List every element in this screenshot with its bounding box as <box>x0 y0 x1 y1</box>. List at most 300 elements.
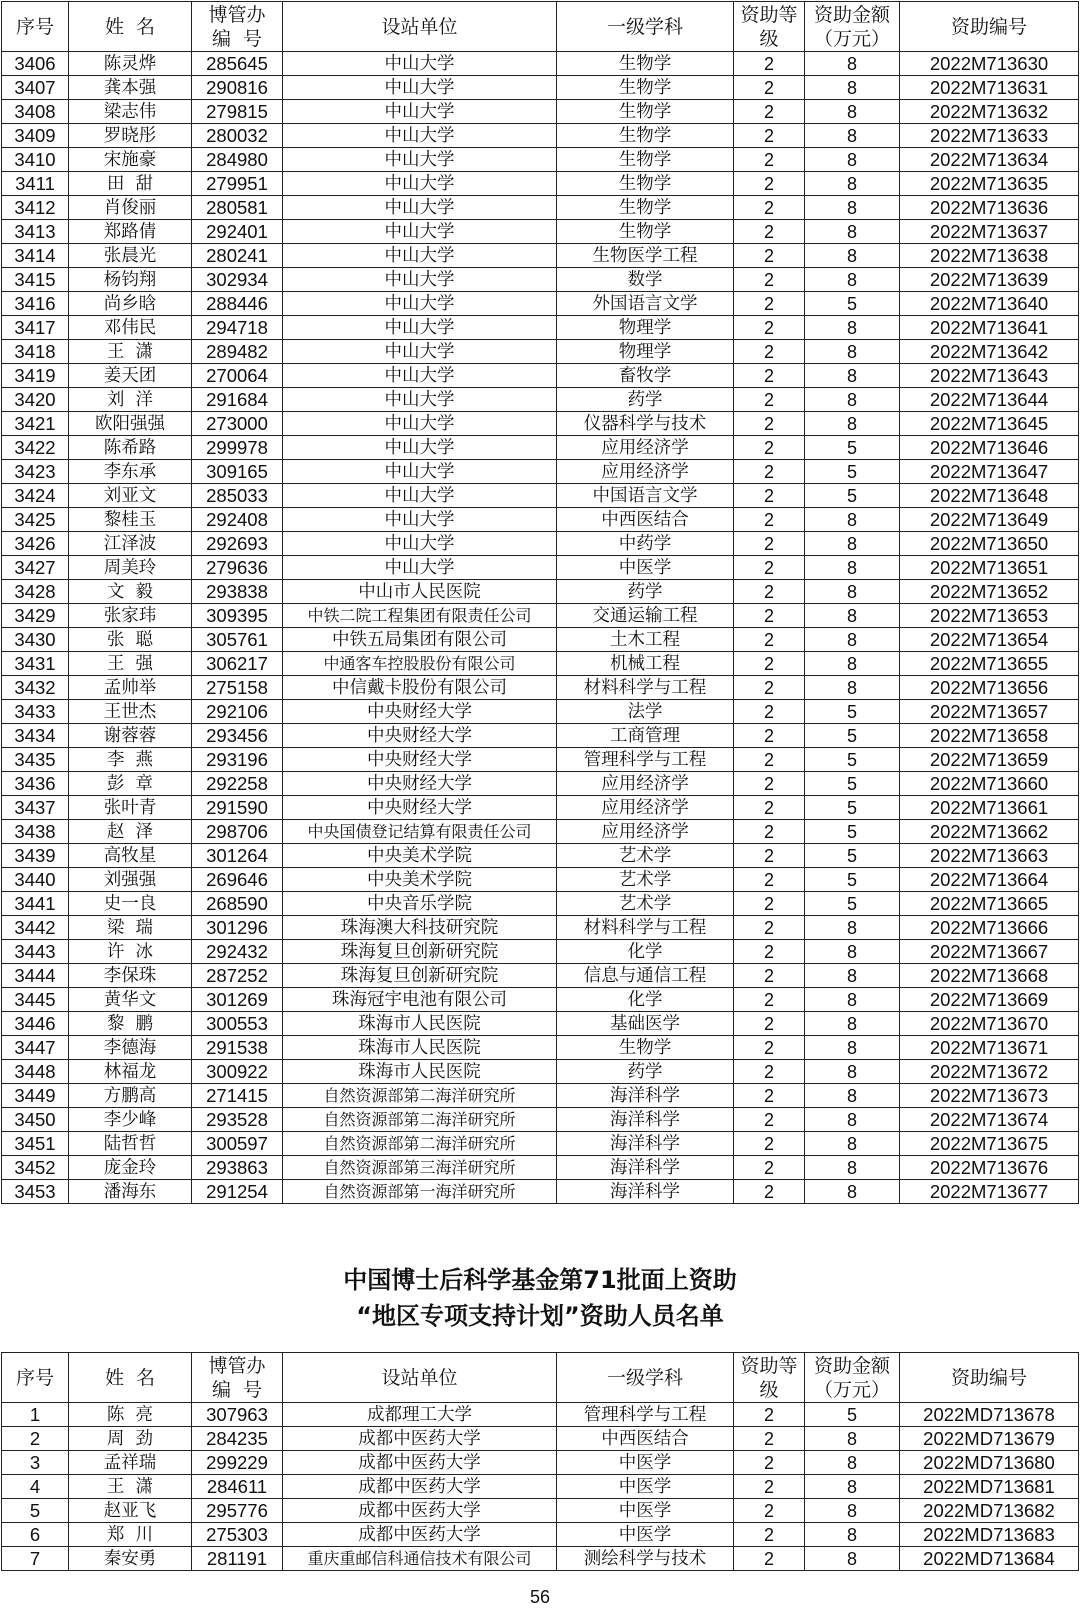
unit-cell: 自然资源部第三海洋研究所 <box>283 1156 557 1180</box>
seq-cell: 3441 <box>2 892 69 916</box>
pid-cell: 300922 <box>192 1060 283 1084</box>
grade-cell: 2 <box>734 268 805 292</box>
seq-cell: 3410 <box>2 148 69 172</box>
amount-cell: 5 <box>805 724 900 748</box>
subject-cell: 应用经济学 <box>557 796 734 820</box>
code-cell: 2022M713650 <box>900 532 1079 556</box>
unit-cell: 中信戴卡股份有限公司 <box>283 676 557 700</box>
amount-cell: 8 <box>805 100 900 124</box>
table-row <box>2 412 1079 436</box>
seq-cell: 3431 <box>2 652 69 676</box>
name-cell: 王世杰 <box>69 700 192 724</box>
pid-cell: 292432 <box>192 940 283 964</box>
amount-cell: 5 <box>805 436 900 460</box>
seq-cell: 3420 <box>2 388 69 412</box>
unit-cell: 中山大学 <box>283 220 557 244</box>
unit-cell: 中山大学 <box>283 460 557 484</box>
name-cell: 宋施豪 <box>69 148 192 172</box>
name-cell: 赵亚飞 <box>69 1499 192 1523</box>
code-cell: 2022M713663 <box>900 844 1079 868</box>
pid-cell: 288446 <box>192 292 283 316</box>
seq-cell: 3449 <box>2 1084 69 1108</box>
code-cell: 2022M713666 <box>900 916 1079 940</box>
subject-cell: 管理科学与工程 <box>557 1403 734 1427</box>
grade-cell: 2 <box>734 292 805 316</box>
subject-cell: 海洋科学 <box>557 1108 734 1132</box>
subject-cell: 中医学 <box>557 1451 734 1475</box>
section-title-line2: “地区专项支持计划”资助人员名单 <box>356 1302 724 1330</box>
name-cell: 林福龙 <box>69 1060 192 1084</box>
name-cell: 郑 川 <box>69 1523 192 1547</box>
unit-cell: 中山大学 <box>283 172 557 196</box>
table-row <box>2 364 1079 388</box>
name-cell: 王 潇 <box>69 340 192 364</box>
grade-cell: 2 <box>734 436 805 460</box>
seq-cell: 3408 <box>2 100 69 124</box>
name-cell: 张叶青 <box>69 796 192 820</box>
seq-cell: 3424 <box>2 484 69 508</box>
subject-cell: 外国语言文学 <box>557 292 734 316</box>
table-row <box>2 436 1079 460</box>
amount-cell: 8 <box>805 1012 900 1036</box>
unit-cell: 中山大学 <box>283 52 557 76</box>
subject-cell: 海洋科学 <box>557 1132 734 1156</box>
seq-cell: 3425 <box>2 508 69 532</box>
grade-cell: 2 <box>734 580 805 604</box>
subject-cell: 数学 <box>557 268 734 292</box>
name-cell: 高牧星 <box>69 844 192 868</box>
pid-cell: 279815 <box>192 100 283 124</box>
amount-cell: 8 <box>805 1036 900 1060</box>
code-cell: 2022M713676 <box>900 1156 1079 1180</box>
unit-cell: 中央财经大学 <box>283 748 557 772</box>
amount-cell: 5 <box>805 868 900 892</box>
grade-cell: 2 <box>734 796 805 820</box>
grade-cell: 2 <box>734 988 805 1012</box>
seq-cell: 3437 <box>2 796 69 820</box>
pid-cell: 275158 <box>192 676 283 700</box>
amount-cell: 8 <box>805 964 900 988</box>
grade-cell: 2 <box>734 700 805 724</box>
grade-cell: 2 <box>734 196 805 220</box>
seq-cell: 3427 <box>2 556 69 580</box>
name-cell: 姜天团 <box>69 364 192 388</box>
pid-cell: 287252 <box>192 964 283 988</box>
pid-cell: 309395 <box>192 604 283 628</box>
table-row <box>2 340 1079 364</box>
grade-cell: 2 <box>734 220 805 244</box>
code-cell: 2022M713637 <box>900 220 1079 244</box>
unit-cell: 中央财经大学 <box>283 724 557 748</box>
amount-cell: 8 <box>805 148 900 172</box>
pid-cell: 291254 <box>192 1180 283 1204</box>
code-cell: 2022M713639 <box>900 268 1079 292</box>
amount-cell: 8 <box>805 196 900 220</box>
code-cell: 2022M713655 <box>900 652 1079 676</box>
amount-cell: 5 <box>805 748 900 772</box>
grade-cell: 2 <box>734 748 805 772</box>
name-cell: 尚乡晗 <box>69 292 192 316</box>
subject-cell: 交通运输工程 <box>557 604 734 628</box>
table-row <box>2 676 1079 700</box>
seq-cell: 3411 <box>2 172 69 196</box>
amount-cell: 8 <box>805 508 900 532</box>
header-name: 姓 名 <box>69 2 192 52</box>
pid-cell: 275303 <box>192 1523 283 1547</box>
name-cell: 许 冰 <box>69 940 192 964</box>
subject-cell: 生物学 <box>557 124 734 148</box>
pid-cell: 279951 <box>192 172 283 196</box>
unit-cell: 中山大学 <box>283 244 557 268</box>
code-cell: 2022M713653 <box>900 604 1079 628</box>
table-row <box>2 1403 1079 1427</box>
unit-cell: 中央国债登记结算有限责任公司 <box>283 820 557 844</box>
name-cell: 肖俊丽 <box>69 196 192 220</box>
grade-cell: 2 <box>734 1451 805 1475</box>
name-cell: 张晨光 <box>69 244 192 268</box>
unit-cell: 成都中医药大学 <box>283 1427 557 1451</box>
amount-cell: 5 <box>805 484 900 508</box>
amount-cell: 5 <box>805 772 900 796</box>
code-cell: 2022M713649 <box>900 508 1079 532</box>
unit-cell: 自然资源部第二海洋研究所 <box>283 1108 557 1132</box>
table-row <box>2 1012 1079 1036</box>
seq-cell: 7 <box>2 1547 69 1571</box>
name-cell: 田 甜 <box>69 172 192 196</box>
table-header-row <box>2 2 1079 52</box>
grade-cell: 2 <box>734 916 805 940</box>
name-cell: 欧阳强强 <box>69 412 192 436</box>
subject-cell: 中西医结合 <box>557 1427 734 1451</box>
subject-cell: 艺术学 <box>557 892 734 916</box>
table-row <box>2 220 1079 244</box>
code-cell: 2022M713665 <box>900 892 1079 916</box>
grade-cell: 2 <box>734 844 805 868</box>
seq-cell: 3450 <box>2 1108 69 1132</box>
subject-cell: 中药学 <box>557 532 734 556</box>
grade-cell: 2 <box>734 100 805 124</box>
amount-cell: 8 <box>805 1499 900 1523</box>
seq-cell: 3432 <box>2 676 69 700</box>
table-row <box>2 508 1079 532</box>
table-row <box>2 244 1079 268</box>
unit-cell: 成都中医药大学 <box>283 1523 557 1547</box>
code-cell: 2022M713642 <box>900 340 1079 364</box>
pid-cell: 300553 <box>192 1012 283 1036</box>
pid-cell: 295776 <box>192 1499 283 1523</box>
pid-cell: 293456 <box>192 724 283 748</box>
grade-cell: 2 <box>734 1523 805 1547</box>
name-cell: 秦安勇 <box>69 1547 192 1571</box>
seq-cell: 3407 <box>2 76 69 100</box>
unit-cell: 中通客车控股股份有限公司 <box>283 652 557 676</box>
pid-cell: 302934 <box>192 268 283 292</box>
name-cell: 李少峰 <box>69 1108 192 1132</box>
seq-cell: 3421 <box>2 412 69 436</box>
pid-cell: 284235 <box>192 1427 283 1451</box>
pid-cell: 280581 <box>192 196 283 220</box>
table-row <box>2 772 1079 796</box>
header-pid: 博管办 编 号 <box>192 2 283 52</box>
seq-cell: 3443 <box>2 940 69 964</box>
unit-cell: 珠海复旦创新研究院 <box>283 964 557 988</box>
seq-cell: 2 <box>2 1427 69 1451</box>
grade-cell: 2 <box>734 940 805 964</box>
unit-cell: 中山大学 <box>283 124 557 148</box>
header-amount: 资助金额 （万元） <box>805 2 900 52</box>
unit-cell: 中央财经大学 <box>283 700 557 724</box>
pid-cell: 293838 <box>192 580 283 604</box>
grade-cell: 2 <box>734 388 805 412</box>
name-cell: 刘 洋 <box>69 388 192 412</box>
subject-cell: 物理学 <box>557 340 734 364</box>
subject-cell: 艺术学 <box>557 844 734 868</box>
name-cell: 谢蓉蓉 <box>69 724 192 748</box>
table-row <box>2 484 1079 508</box>
code-cell: 2022M713671 <box>900 1036 1079 1060</box>
code-cell: 2022MD713681 <box>900 1475 1079 1499</box>
subject-cell: 生物学 <box>557 52 734 76</box>
table-row <box>2 604 1079 628</box>
pid-cell: 298706 <box>192 820 283 844</box>
amount-cell: 8 <box>805 532 900 556</box>
section-title-line1: 中国博士后科学基金第71批面上资助 <box>343 1266 737 1294</box>
amount-cell: 8 <box>805 1060 900 1084</box>
pid-cell: 301296 <box>192 916 283 940</box>
subject-cell: 测绘科学与技术 <box>557 1547 734 1571</box>
amount-cell: 8 <box>805 268 900 292</box>
amount-cell: 8 <box>805 388 900 412</box>
amount-cell: 8 <box>805 124 900 148</box>
code-cell: 2022M713633 <box>900 124 1079 148</box>
unit-cell: 中山大学 <box>283 556 557 580</box>
grade-cell: 2 <box>734 628 805 652</box>
seq-cell: 3422 <box>2 436 69 460</box>
name-cell: 刘亚文 <box>69 484 192 508</box>
seq-cell: 3414 <box>2 244 69 268</box>
unit-cell: 中山大学 <box>283 436 557 460</box>
table-row <box>2 124 1079 148</box>
header-amount: 资助金额 （万元） <box>805 1353 900 1403</box>
header-seq: 序号 <box>2 2 69 52</box>
code-cell: 2022M713646 <box>900 436 1079 460</box>
section-title <box>0 1262 1080 1334</box>
code-cell: 2022M713652 <box>900 580 1079 604</box>
name-cell: 黎 鹏 <box>69 1012 192 1036</box>
unit-cell: 自然资源部第一海洋研究所 <box>283 1180 557 1204</box>
unit-cell: 中央音乐学院 <box>283 892 557 916</box>
code-cell: 2022M713632 <box>900 100 1079 124</box>
table-row <box>2 556 1079 580</box>
seq-cell: 3452 <box>2 1156 69 1180</box>
pid-cell: 305761 <box>192 628 283 652</box>
amount-cell: 8 <box>805 1132 900 1156</box>
code-cell: 2022M713645 <box>900 412 1079 436</box>
table-row <box>2 76 1079 100</box>
funding-table-general <box>1 1 1079 1204</box>
grade-cell: 2 <box>734 532 805 556</box>
seq-cell: 3444 <box>2 964 69 988</box>
grade-cell: 2 <box>734 652 805 676</box>
code-cell: 2022M713661 <box>900 796 1079 820</box>
seq-cell: 3428 <box>2 580 69 604</box>
grade-cell: 2 <box>734 364 805 388</box>
seq-cell: 3447 <box>2 1036 69 1060</box>
code-cell: 2022M713673 <box>900 1084 1079 1108</box>
subject-cell: 材料科学与工程 <box>557 916 734 940</box>
name-cell: 张家玮 <box>69 604 192 628</box>
table-row <box>2 844 1079 868</box>
header-name: 姓 名 <box>69 1353 192 1403</box>
amount-cell: 5 <box>805 292 900 316</box>
grade-cell: 2 <box>734 1547 805 1571</box>
name-cell: 龚本强 <box>69 76 192 100</box>
pid-cell: 299229 <box>192 1451 283 1475</box>
funding-table-regional <box>1 1352 1079 1571</box>
code-cell: 2022M713635 <box>900 172 1079 196</box>
unit-cell: 珠海市人民医院 <box>283 1036 557 1060</box>
seq-cell: 4 <box>2 1475 69 1499</box>
unit-cell: 中央美术学院 <box>283 868 557 892</box>
table-row <box>2 100 1079 124</box>
unit-cell: 中山大学 <box>283 340 557 364</box>
pid-cell: 289482 <box>192 340 283 364</box>
name-cell: 刘强强 <box>69 868 192 892</box>
code-cell: 2022M713675 <box>900 1132 1079 1156</box>
grade-cell: 2 <box>734 868 805 892</box>
seq-cell: 3415 <box>2 268 69 292</box>
pid-cell: 291590 <box>192 796 283 820</box>
subject-cell: 管理科学与工程 <box>557 748 734 772</box>
subject-cell: 药学 <box>557 388 734 412</box>
table-row <box>2 1132 1079 1156</box>
table-row <box>2 1523 1079 1547</box>
seq-cell: 3418 <box>2 340 69 364</box>
amount-cell: 5 <box>805 700 900 724</box>
seq-cell: 3406 <box>2 52 69 76</box>
unit-cell: 中山大学 <box>283 316 557 340</box>
table-header-row <box>2 1353 1079 1403</box>
subject-cell: 药学 <box>557 1060 734 1084</box>
amount-cell: 8 <box>805 916 900 940</box>
seq-cell: 3451 <box>2 1132 69 1156</box>
grade-cell: 2 <box>734 1060 805 1084</box>
subject-cell: 信息与通信工程 <box>557 964 734 988</box>
name-cell: 文 毅 <box>69 580 192 604</box>
name-cell: 黎桂玉 <box>69 508 192 532</box>
subject-cell: 生物学 <box>557 1036 734 1060</box>
seq-cell: 3446 <box>2 1012 69 1036</box>
table-body <box>2 52 1079 1204</box>
grade-cell: 2 <box>734 964 805 988</box>
code-cell: 2022M713643 <box>900 364 1079 388</box>
table-row <box>2 196 1079 220</box>
header-unit: 设站单位 <box>283 2 557 52</box>
code-cell: 2022M713636 <box>900 196 1079 220</box>
subject-cell: 生物学 <box>557 220 734 244</box>
table-row <box>2 796 1079 820</box>
subject-cell: 中医学 <box>557 1499 734 1523</box>
name-cell: 孟祥瑞 <box>69 1451 192 1475</box>
pid-cell: 293528 <box>192 1108 283 1132</box>
subject-cell: 生物医学工程 <box>557 244 734 268</box>
table-row <box>2 292 1079 316</box>
table-row <box>2 1156 1079 1180</box>
subject-cell: 生物学 <box>557 76 734 100</box>
table-row <box>2 1060 1079 1084</box>
grade-cell: 2 <box>734 556 805 580</box>
pid-cell: 299978 <box>192 436 283 460</box>
amount-cell: 8 <box>805 556 900 580</box>
subject-cell: 材料科学与工程 <box>557 676 734 700</box>
seq-cell: 3442 <box>2 916 69 940</box>
unit-cell: 珠海复旦创新研究院 <box>283 940 557 964</box>
grade-cell: 2 <box>734 1036 805 1060</box>
table-row <box>2 580 1079 604</box>
grade-cell: 2 <box>734 676 805 700</box>
grade-cell: 2 <box>734 460 805 484</box>
unit-cell: 中铁五局集团有限公司 <box>283 628 557 652</box>
code-cell: 2022M713668 <box>900 964 1079 988</box>
grade-cell: 2 <box>734 1084 805 1108</box>
pid-cell: 292401 <box>192 220 283 244</box>
subject-cell: 中医学 <box>557 1523 734 1547</box>
table-row <box>2 460 1079 484</box>
seq-cell: 3429 <box>2 604 69 628</box>
subject-cell: 基础医学 <box>557 1012 734 1036</box>
table-row <box>2 1499 1079 1523</box>
grade-cell: 2 <box>734 124 805 148</box>
code-cell: 2022MD713678 <box>900 1403 1079 1427</box>
seq-cell: 5 <box>2 1499 69 1523</box>
subject-cell: 中国语言文学 <box>557 484 734 508</box>
amount-cell: 8 <box>805 1108 900 1132</box>
grade-cell: 2 <box>734 412 805 436</box>
table-row <box>2 1451 1079 1475</box>
pid-cell: 293863 <box>192 1156 283 1180</box>
pid-cell: 291538 <box>192 1036 283 1060</box>
unit-cell: 中山大学 <box>283 76 557 100</box>
amount-cell: 8 <box>805 1427 900 1451</box>
pid-cell: 279636 <box>192 556 283 580</box>
code-cell: 2022MD713684 <box>900 1547 1079 1571</box>
unit-cell: 成都中医药大学 <box>283 1451 557 1475</box>
unit-cell: 中山大学 <box>283 412 557 436</box>
name-cell: 潘海东 <box>69 1180 192 1204</box>
seq-cell: 3433 <box>2 700 69 724</box>
header-subject: 一级学科 <box>557 2 734 52</box>
code-cell: 2022M713654 <box>900 628 1079 652</box>
grade-cell: 2 <box>734 484 805 508</box>
unit-cell: 中山大学 <box>283 484 557 508</box>
code-cell: 2022M713657 <box>900 700 1079 724</box>
seq-cell: 3417 <box>2 316 69 340</box>
amount-cell: 8 <box>805 988 900 1012</box>
table-row <box>2 892 1079 916</box>
code-cell: 2022M713647 <box>900 460 1079 484</box>
seq-cell: 3423 <box>2 460 69 484</box>
unit-cell: 中山市人民医院 <box>283 580 557 604</box>
code-cell: 2022M713670 <box>900 1012 1079 1036</box>
unit-cell: 珠海冠宇电池有限公司 <box>283 988 557 1012</box>
amount-cell: 5 <box>805 820 900 844</box>
header-code: 资助编号 <box>900 2 1079 52</box>
pid-cell: 292408 <box>192 508 283 532</box>
table-row <box>2 172 1079 196</box>
amount-cell: 8 <box>805 1523 900 1547</box>
table-row <box>2 148 1079 172</box>
unit-cell: 自然资源部第二海洋研究所 <box>283 1084 557 1108</box>
